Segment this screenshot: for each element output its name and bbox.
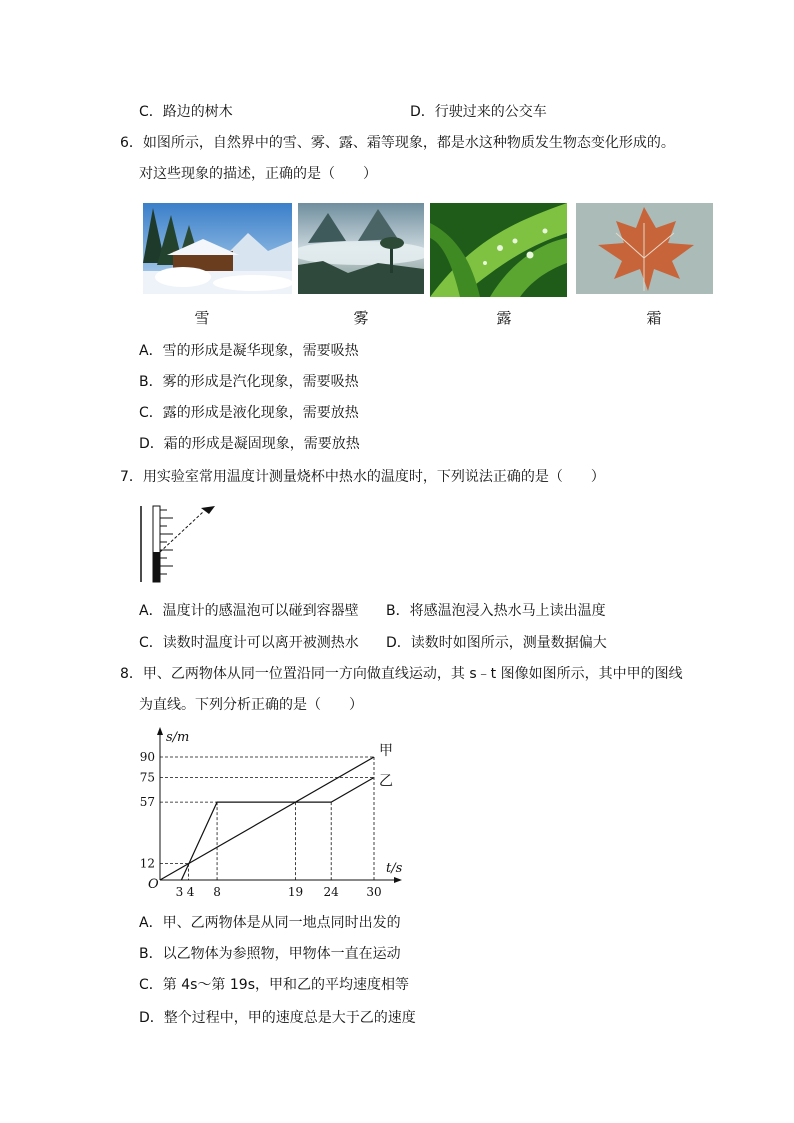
origin-label: O	[148, 877, 159, 892]
y-tick-12: 12	[139, 856, 155, 871]
q8-stem-line1: 8．甲、乙两物体从同一位置沿同一方向做直线运动，其 s﹣t 图像如图所示，其中甲的图线	[120, 666, 683, 682]
q6-option-a: A．雪的形成是凝华现象，需要吸热	[139, 343, 359, 359]
caption-dew: 露	[496, 309, 512, 327]
series-label-0: 甲	[379, 743, 393, 759]
snow-photo	[143, 203, 292, 294]
q6-option-d: D．霜的形成是凝固现象，需要放热	[139, 436, 360, 452]
x-tick-4: 4	[186, 885, 195, 899]
y-axis-arrow	[157, 727, 163, 735]
q6-option-b: B．雾的形成是汽化现象，需要吸热	[139, 374, 359, 390]
caption-snow: 雪	[194, 309, 210, 327]
series-label-1: 乙	[379, 773, 393, 790]
q8-option-c: C．第 4s～第 19s，甲和乙的平均速度相等	[139, 977, 409, 993]
y-tick-75: 75	[139, 770, 155, 785]
q8-stem-line2: 为直线。下列分析正确的是（ ）	[139, 697, 363, 713]
x-tick-3: 3	[175, 885, 184, 899]
q5-option-c: C．路边的树木	[139, 104, 233, 120]
eye-icon	[201, 506, 215, 514]
q8-option-d: D．整个过程中，甲的速度总是大于乙的速度	[139, 1010, 416, 1026]
q7-stem: 7．用实验室常用温度计测量烧杯中热水的温度时，下列说法正确的是（ ）	[120, 469, 605, 485]
q8-option-b: B．以乙物体为参照物，甲物体一直在运动	[139, 946, 401, 962]
x-axis-label: t/s	[386, 861, 403, 876]
caption-frost: 霜	[646, 309, 662, 327]
q8-option-a: A．甲、乙两物体是从同一地点同时出发的	[139, 915, 401, 931]
q7-option-a: A．温度计的感温泡可以碰到容器壁	[139, 603, 359, 619]
y-tick-90: 90	[139, 750, 155, 764]
x-tick-24: 24	[323, 885, 339, 899]
q6-stem-line2: 对这些现象的描述，正确的是（ ）	[139, 166, 377, 182]
y-axis-label: s/m	[166, 730, 190, 745]
s-t-chart	[130, 725, 410, 905]
series-line-0	[160, 757, 374, 880]
y-tick-57: 57	[139, 795, 155, 810]
x-tick-30: 30	[366, 885, 382, 899]
series-line-1	[181, 778, 374, 881]
q7-option-b: B．将感温泡浸入热水马上读出温度	[386, 603, 606, 619]
x-tick-8: 8	[213, 885, 221, 899]
thermometer-figure	[135, 500, 225, 586]
caption-fog: 雾	[353, 309, 369, 327]
q7-option-d: D．读数时如图所示，测量数据偏大	[386, 635, 607, 651]
frost-photo	[576, 203, 713, 294]
q7-option-c: C．读数时温度计可以离开被测热水	[139, 635, 359, 651]
fog-photo	[298, 203, 424, 294]
dew-photo	[430, 203, 567, 297]
q6-option-c: C．露的形成是液化现象，需要放热	[139, 405, 359, 421]
x-axis-arrow	[394, 877, 402, 883]
x-tick-19: 19	[287, 885, 304, 899]
q5-option-d: D．行驶过来的公交车	[410, 104, 547, 120]
q6-stem-line1: 6．如图所示，自然界中的雪、雾、露、霜等现象，都是水这种物质发生物态变化形成的。	[120, 135, 675, 151]
